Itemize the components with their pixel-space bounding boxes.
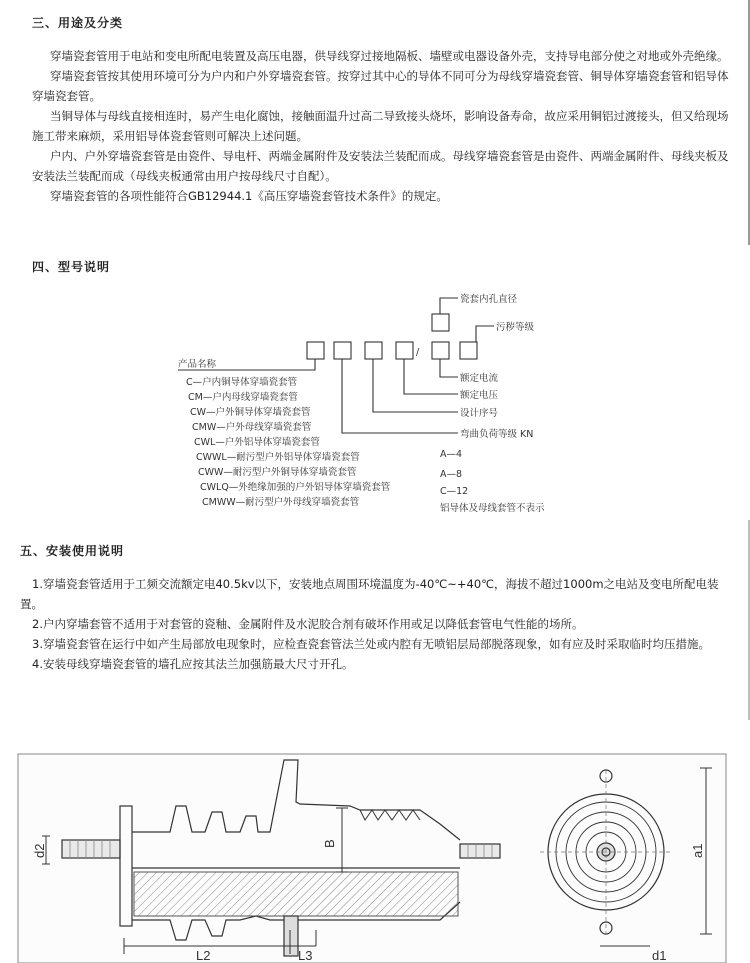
code-separator: /	[416, 347, 420, 358]
section3-body	[32, 46, 732, 206]
label-rated-current: 额定电流	[460, 373, 499, 384]
label-rated-voltage: 额定电压	[460, 390, 499, 401]
code-box	[460, 342, 477, 359]
drawing-frame	[18, 754, 726, 963]
dim-b: B	[322, 839, 337, 848]
load-grade: A—8	[440, 469, 463, 480]
dim-l2: L2	[196, 948, 211, 963]
paragraph: 当铜导体与母线直接相连时，易产生电化腐蚀，接触面温升过高二导致接头烧坏，影响设备寿命，故应采用铜铝过渡接头，但又给现场施工带来麻烦，采用铝导体瓷套管则可解决上述问题。	[32, 109, 729, 143]
section3-title: 三、用途及分类	[32, 16, 124, 30]
code-box	[334, 342, 351, 359]
load-grade: A—4	[440, 449, 463, 460]
product-type-item: CMW—户外母线穿墙瓷套管	[192, 422, 312, 433]
section5-title: 五、安装使用说明	[20, 544, 125, 558]
paragraph: 穿墙瓷套管按其使用环境可分为户内和户外穿墙瓷套管。按穿过其中心的导体不同可分为母线穿墙瓷套管、铜导体穿墙瓷套管和铝导体穿墙瓷套管。	[32, 69, 729, 103]
bushing-drawing	[0, 740, 750, 963]
dim-d1: d1	[652, 948, 667, 963]
product-type-item: CWW—耐污型户外铜导体穿墙瓷套管	[198, 467, 357, 478]
load-grade: C—12	[440, 486, 469, 497]
product-type-item: CWL—户外铝导体穿墙瓷套管	[194, 437, 320, 448]
code-box	[432, 342, 449, 359]
product-type-item: CW—户外铜导体穿墙瓷套管	[190, 407, 311, 418]
code-box	[365, 342, 382, 359]
code-box	[396, 342, 413, 359]
list-item: 4.安装母线穿墙瓷套管的墙孔应按其法兰加强筋最大尺寸开孔。	[32, 657, 354, 671]
load-grade-note: 铝导体及母线套管不表示	[440, 503, 545, 514]
product-type-item: CWWL—耐污型户外铝导体穿墙瓷套管	[196, 452, 360, 463]
product-type-item: CM—户内母线穿墙瓷套管	[188, 392, 298, 403]
product-type-item: CWLQ—外绝缘加强的户外铝导体穿墙瓷套管	[200, 482, 391, 493]
dim-d2: d2	[32, 843, 47, 858]
model-code-diagram	[0, 280, 750, 520]
product-name-label: 产品名称	[178, 359, 217, 370]
paragraph: 穿墙瓷套管的各项性能符合GB12944.1《高压穿墙瓷套管技术条件》的规定。	[50, 189, 448, 203]
label-pollution: 污秽等级	[496, 322, 535, 333]
dim-l3: L3	[298, 948, 313, 963]
label-bending-load: 弯曲负荷等级 KN	[460, 429, 534, 440]
code-box	[307, 342, 324, 359]
product-type-item: C—户内铜导体穿墙瓷套管	[186, 377, 298, 388]
section5-body	[20, 574, 725, 674]
section4-title: 四、型号说明	[32, 260, 111, 274]
paragraph: 穿墙瓷套管用于电站和变电所配电装置及高压电器，供导线穿过接地隔板、墙壁或电器设备外壳，支持导电部分使之对地或外壳绝缘。	[50, 49, 729, 63]
list-item: 3.穿墙瓷套管在运行中如产生局部放电现象时，应检查瓷套管法兰处或内腔有无喷铝层局部脱落现象，如有应及时采取临时均压措施。	[32, 637, 710, 651]
product-type-item: CMWW—耐污型户外母线穿墙瓷套管	[202, 497, 360, 508]
list-item: 2.户内穿墙套管不适用于对套管的瓷釉、金属附件及水泥胶合剂有破坏作用或足以降低套管电气性能的场所。	[32, 617, 584, 631]
paragraph: 户内、户外穿墙瓷套管是由瓷件、导电杆、两端金属附件及安装法兰装配而成。母线穿墙瓷套管是由瓷件、两端金属附件、母线夹板及安装法兰装配而成（母线夹板通常由用户按母线尺寸自配）。	[32, 149, 729, 183]
dim-a1: a1	[690, 843, 705, 858]
label-design-no: 设计序号	[460, 408, 499, 419]
code-box	[432, 314, 449, 331]
label-inner-hole: 瓷套内孔直径	[460, 294, 518, 305]
list-item: 1.穿墙瓷套管适用于工频交流额定电40.5kv以下，安装地点周围环境温度为-40℃~+40℃，海拔不超过1000m之电站及变电所配电装置。	[20, 577, 719, 611]
